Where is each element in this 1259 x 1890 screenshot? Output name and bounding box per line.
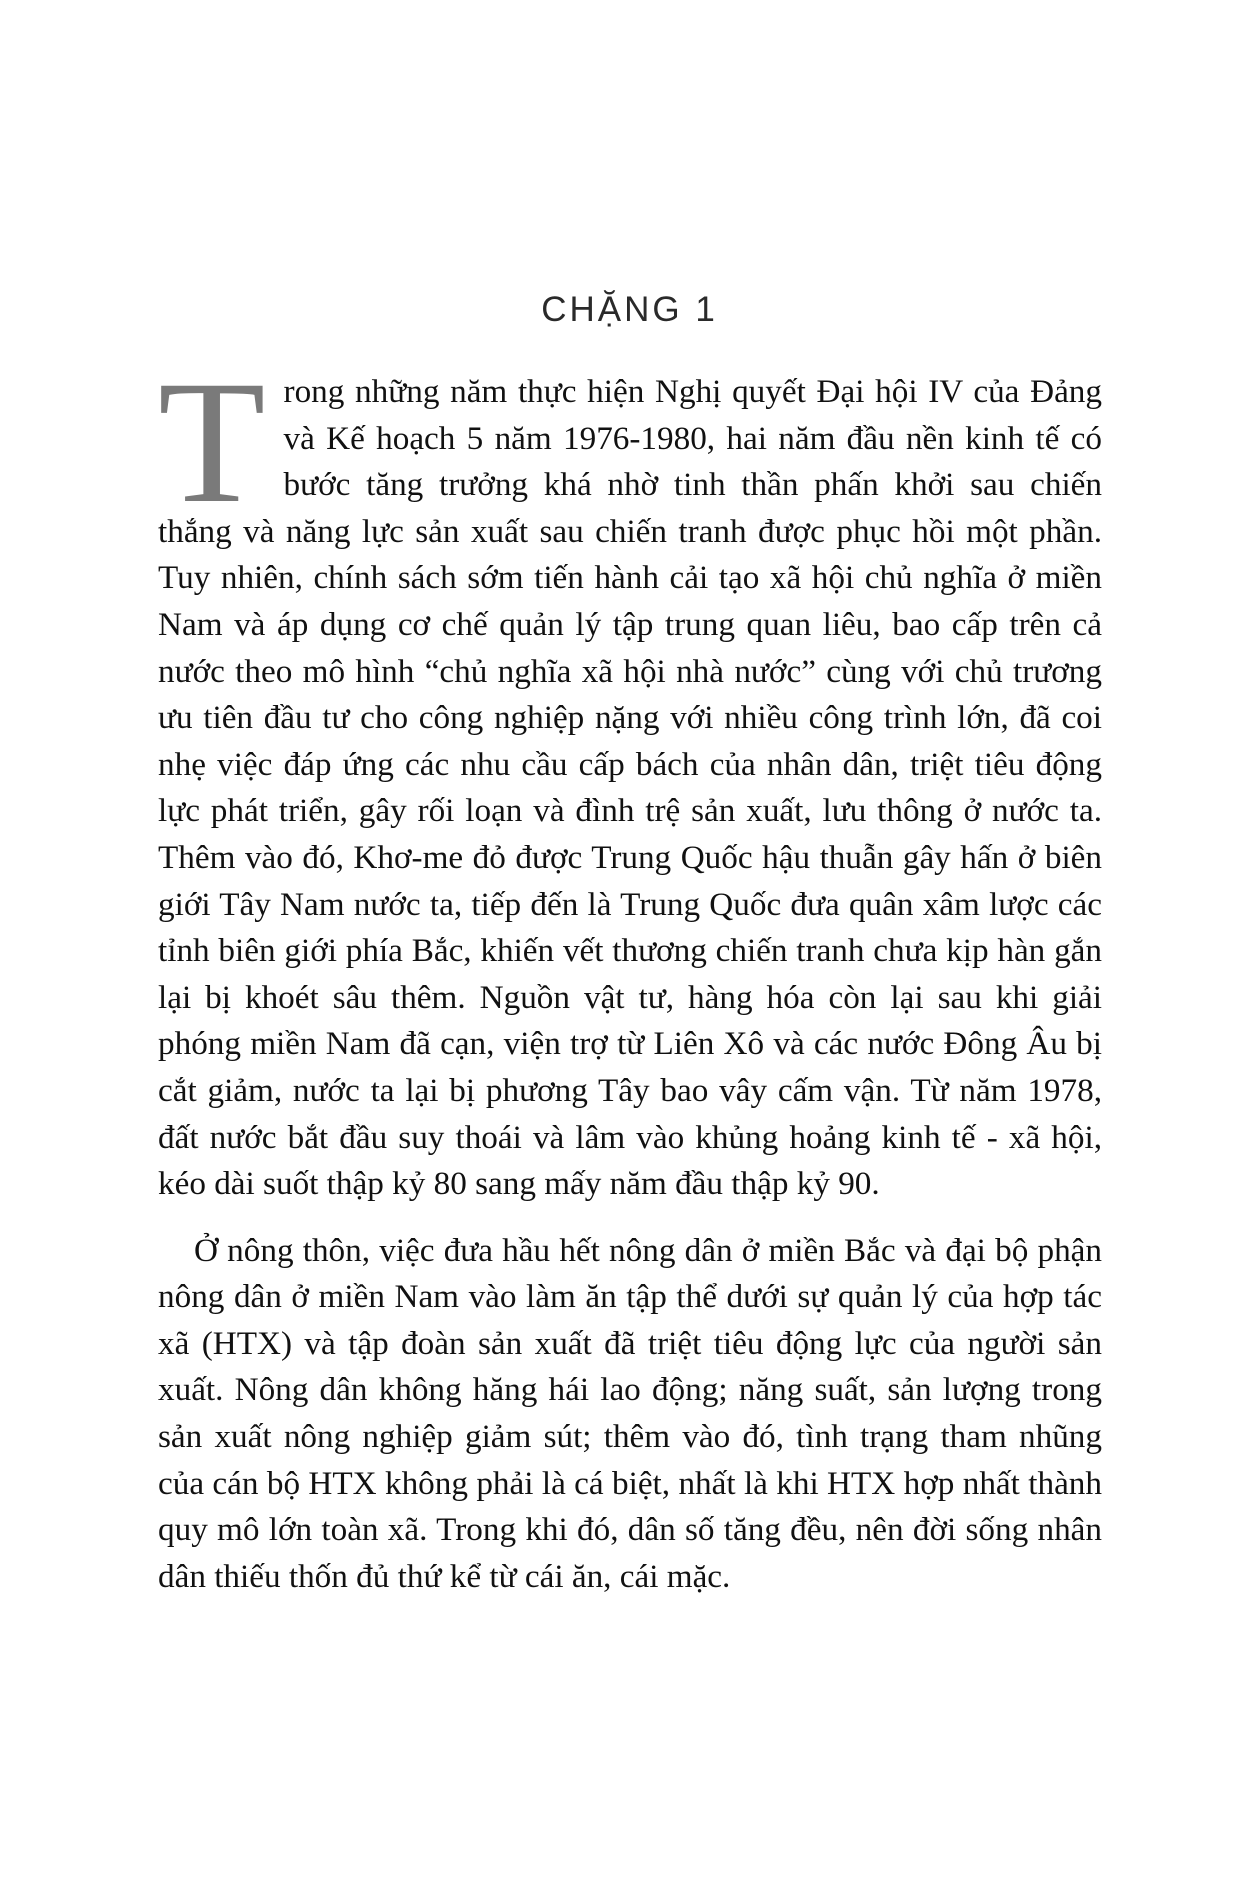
- body-text: [158, 345, 1102, 1600]
- chapter-title: CHẶNG 1: [541, 290, 718, 329]
- drop-cap-letter: T: [158, 345, 266, 540]
- paragraph-2: Ở nông thôn, việc đưa hầu hết nông dân ở miền Bắc và đại bộ phận nông dân ở miền Nam vào làm ăn tập thể dưới sự quản lý của hợp tác xã (HTX) và tập đoàn sản xuất đã triệt tiêu động lực của người sản xuất. Nông dân không hăng hái lao động; năng suất, sản lượng trong sản xuất nông nghiệp giảm sút; thêm vào đó, tình trạng tham nhũng của cán bộ HTX không phải là cá biệt, nhất là khi HTX hợp nhất thành quy mô lớn toàn xã. Trong khi đó, dân số tăng đều, nên đời sống nhân dân thiếu thốn đủ thứ kể từ cái ăn, cái mặc.: [158, 1231, 1102, 1595]
- paragraph-1-text: rong những năm thực hiện Nghị quyết Đại hội IV của Đảng và Kế hoạch 5 năm 1976-1980, hai năm đầu nền kinh tế có bước tăng trưởng khá nhờ tinh thần phấn khởi sau chiến thắng và năng lực sản xuất sau chiến tranh được phục hồi một phần. Tuy nhiên, chính sách sớm tiến hành cải tạo xã hội chủ nghĩa ở miền Nam và áp dụng cơ chế quản lý tập trung quan liêu, bao cấp trên cả nước theo mô hình “chủ nghĩa xã hội nhà nước” cùng với chủ trương ưu tiên đầu tư cho công nghiệp nặng với nhiều công trình lớn, đã coi nhẹ việc đáp ứng các nhu cầu cấp bách của nhân dân, triệt tiêu động lực phát triển, gây rối loạn và đình trệ sản xuất, lưu thông ở nước ta. Thêm vào đó, Khơ-me đỏ được Trung Quốc hậu thuẫn gây hấn ở biên giới Tây Nam nước ta, tiếp đến là Trung Quốc đưa quân xâm lược các tỉnh biên giới phía Bắc, khiến vết thương chiến tranh chưa kịp hàn gắn lại bị khoét sâu thêm. Nguồn vật tư, hàng hóa còn lại sau khi giải phóng miền Nam đã cạn, viện trợ từ Liên Xô và các nước Đông Âu bị cắt giảm, nước ta lại bị phương Tây bao vây cấm vận. Từ năm 1978, đất nước bắt đầu suy thoái và lâm vào khủng hoảng kinh tế - xã hội, kéo dài suốt thập kỷ 80 sang mấy năm đầu thập kỷ 90.: [158, 373, 1102, 1203]
- paragraph-1: [158, 345, 1102, 1208]
